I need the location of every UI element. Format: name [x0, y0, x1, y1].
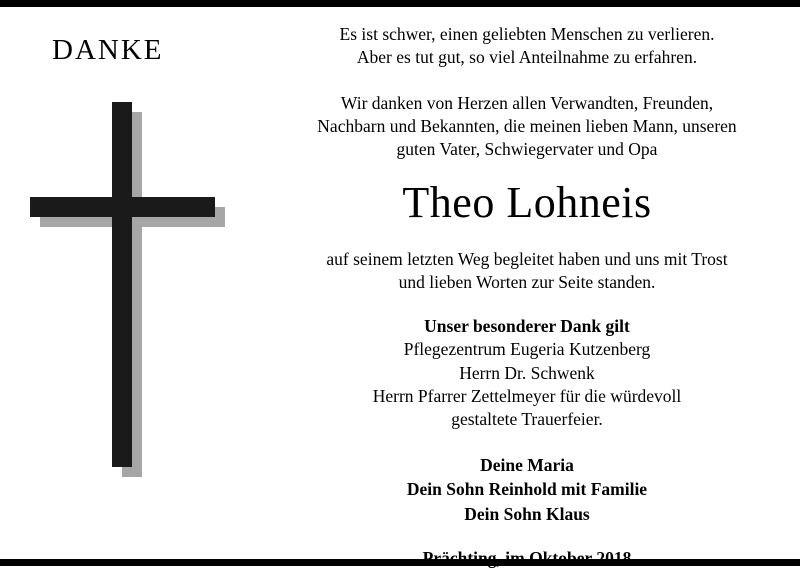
signature-line-2: Dein Sohn Reinhold mit Familie — [406, 479, 648, 500]
signature-line-3: Dein Sohn Klaus — [464, 503, 590, 524]
cross-icon — [30, 102, 230, 477]
special-thanks-item-4: gestaltete Trauerfeier. — [451, 409, 603, 430]
cross-horizontal-bar — [30, 197, 215, 217]
after-name-paragraph — [262, 248, 792, 295]
place-and-date: Prächting, im Oktober 2018 — [422, 547, 632, 568]
special-thanks-item-3: Herrn Pfarrer Zettelmeyer für die würdevoll — [372, 385, 682, 406]
special-thanks-item-2: Herrn Dr. Schwenk — [459, 362, 595, 383]
special-thanks-list — [262, 338, 792, 431]
special-thanks-item-1: Pflegezentrum Eugeria Kutzenberg — [403, 339, 651, 360]
thanks-paragraph — [262, 92, 792, 162]
signature-block — [262, 453, 792, 525]
special-thanks-heading: Unser besonderer Dank gilt — [424, 316, 630, 337]
signature-line-1: Deine Maria — [480, 455, 574, 476]
intro-paragraph — [262, 23, 792, 70]
deceased-name: Theo Lohneis — [402, 178, 652, 228]
page-title: DANKE — [52, 34, 164, 66]
after-name-line-2: und lieben Worten zur Seite standen. — [398, 271, 656, 292]
after-name-line-1: auf seinem letzten Weg begleitet haben und uns mit Trost — [326, 248, 728, 269]
cross-vertical-bar — [112, 102, 132, 467]
thanks-line-2: Nachbarn und Bekannten, die meinen lieben Mann, unseren — [317, 115, 737, 136]
intro-line-1: Es ist schwer, einen geliebten Menschen zu verlieren. — [339, 24, 715, 44]
thanks-line-1: Wir danken von Herzen allen Verwandten, Freunden, — [340, 92, 714, 113]
emblem-column — [0, 7, 262, 559]
intro-line-2: Aber es tut gut, so viel Anteilnahme zu erfahren. — [356, 47, 698, 68]
thanks-line-3: guten Vater, Schwiegervater und Opa — [396, 139, 658, 160]
text-column — [262, 7, 792, 568]
